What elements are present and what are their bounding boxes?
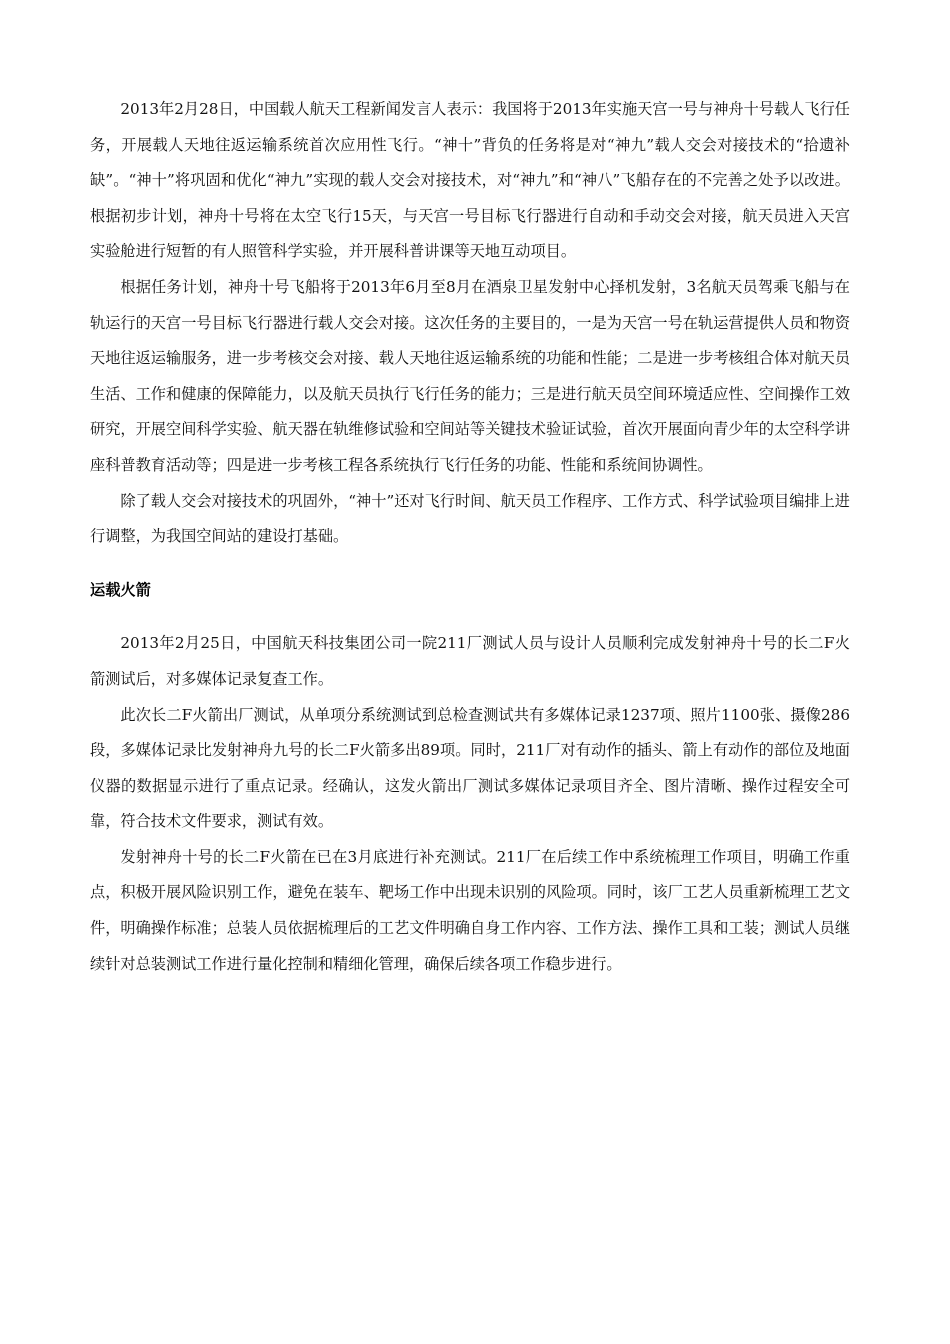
paragraph-mission-adjustments: 除了载人交会对接技术的巩固外，“神十”还对飞行时间、航天员工作程序、工作方式、科学试验项目编排上进行调整，为我国空间站的建设打基础。 (90, 491, 850, 546)
section-heading-launch-vehicle: 运载火箭 (90, 580, 151, 599)
section-spacer (90, 555, 850, 573)
paragraph-rocket-supplementary-test: 发射神舟十号的长二F火箭在已在3月底进行补充测试。211厂在后续工作中系统梳理工作项目，明确工作重点，积极开展风险识别工作，避免在装车、靶场工作中出现未识别的风险项。同时，该厂工艺人员重新梳理工艺文件，明确操作标准；总装人员依据梳理后的工艺文件明确自身工作内容、工作方法、操作工具和工装；测试人员继续针对总装测试工作进行量化控制和精细化管理，确保后续各项工作稳步进行。 (90, 847, 850, 973)
paragraph-mission-announcement: 2013年2月28日，中国载人航天工程新闻发言人表示：我国将于2013年实施天宫一号与神舟十号载人飞行任务，开展载人天地往返运输系统首次应用性飞行。“神十”背负的任务将是对“神九”载人交会对接技术的“拾遗补缺”。“神十”将巩固和优化“神九”实现的载人交会对接技术，对“神九”和“神八”飞船存在的不完善之处予以改进。根据初步计划，神舟十号将在太空飞行15天，与天宫一号目标飞行器进行自动和手动交会对接，航天员进入天宫实验舱进行短暂的有人照管科学实验，并开展科普讲课等天地互动项目。 (90, 100, 850, 261)
section-spacer (90, 608, 850, 626)
paragraph-rocket-multimedia-records: 此次长二F火箭出厂测试，从单项分系统测试到总检查测试共有多媒体记录1237项、照片1100张、摄像286段，多媒体记录比发射神舟九号的长二F火箭多出89项。同时，211厂对有动作的插头、箭上有动作的部位及地面仪器的数据显示进行了重点记录。经确认，这发火箭出厂测试多媒体记录项目齐全、图片清晰、操作过程安全可靠，符合技术文件要求，测试有效。 (90, 705, 850, 831)
document-body (90, 92, 850, 982)
paragraph-mission-plan: 根据任务计划，神舟十号飞船将于2013年6月至8月在酒泉卫星发射中心择机发射，3名航天员驾乘飞船与在轨运行的天宫一号目标飞行器进行载人交会对接。这次任务的主要目的，一是为天宫一号在轨运营提供人员和物资天地往返运输服务，进一步考核交会对接、载人天地往返运输系统的功能和性能；二是进一步考核组合体对航天员生活、工作和健康的保障能力，以及航天员执行飞行任务的能力；三是进行航天员空间环境适应性、空间操作工效研究，开展空间科学实验、航天器在轨维修试验和空间站等关键技术验证试验，首次开展面向青少年的太空科学讲座科普教育活动等；四是进一步考核工程各系统执行飞行任务的功能、性能和系统间协调性。 (90, 277, 850, 474)
paragraph-rocket-test-complete: 2013年2月25日，中国航天科技集团公司一院211厂测试人员与设计人员顺利完成发射神舟十号的长二F火箭测试后，对多媒体记录复查工作。 (90, 634, 850, 688)
